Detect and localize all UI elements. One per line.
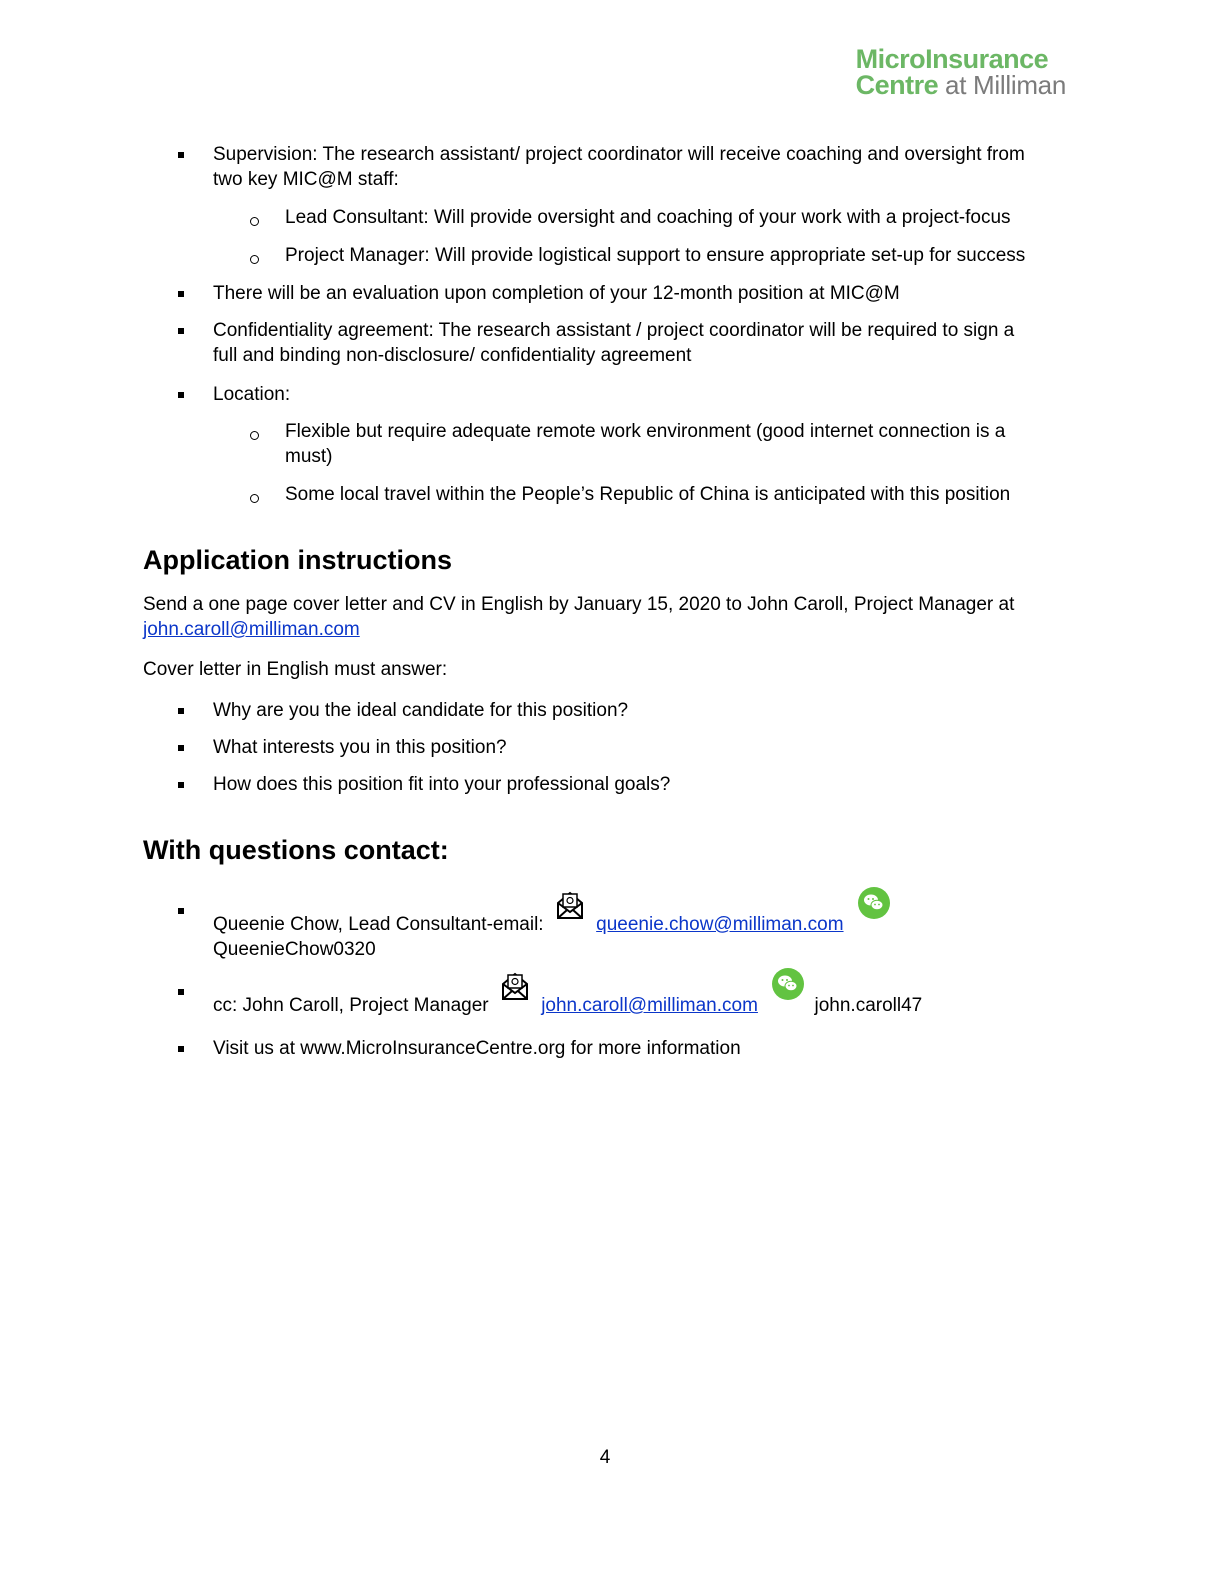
send-instructions: Send a one page cover letter and CV in English by January 15, 2020 to John Caroll, Project Manager at john.caroll@milliman.com: [143, 594, 1015, 640]
visit-website: Visit us at www.MicroInsuranceCentre.org for more information: [213, 1036, 1073, 1061]
question-item: Why are you the ideal candidate for this position?: [213, 698, 1073, 723]
contact-queenie: Queenie Chow, Lead Consultant-email: queenie.chow@milliman.com QueenieChow0320: [213, 898, 1073, 962]
cover-letter-intro: Cover letter in English must answer:: [143, 659, 448, 680]
sub-bullet-travel: Some local travel within the People’s Republic of China is anticipated with this position: [285, 482, 1075, 507]
square-bullet-icon: [178, 745, 184, 751]
heading-contact: With questions contact:: [143, 835, 449, 865]
square-bullet-icon: [178, 708, 184, 714]
bullet-evaluation: There will be an evaluation upon completion of your 12-month position at MIC@M: [213, 281, 1073, 306]
square-bullet-icon: [178, 782, 184, 788]
email-envelope-icon: [500, 971, 530, 1001]
email-link-john-caroll[interactable]: john.caroll@milliman.com: [541, 995, 758, 1016]
circle-bullet-icon: [250, 250, 259, 268]
logo-line1: MicroInsurance: [855, 44, 1049, 74]
sub-bullet-project-manager: Project Manager: Will provide logistical support to ensure appropriate set-up for success: [285, 243, 1075, 268]
page-number: 4: [599, 1447, 611, 1468]
circle-bullet-icon: [250, 426, 259, 444]
circle-bullet-icon: [250, 212, 259, 230]
sub-bullet-remote: Flexible but require adequate remote work environment (good internet connection is a must): [285, 419, 1075, 469]
sub-bullet-lead-consultant: Lead Consultant: Will provide oversight and coaching of your work with a project-focus: [285, 205, 1075, 230]
wechat-icon: [857, 886, 891, 920]
square-bullet-icon: [178, 291, 184, 297]
square-bullet-icon: [178, 152, 184, 158]
bullet-confidentiality: Confidentiality agreement: The research assistant / project coordinator will be required to sign a full and binding non-disclosure/ confidentiality agreement: [213, 318, 1073, 368]
square-bullet-icon: [178, 989, 184, 995]
logo-line2: Centre at Milliman: [855, 70, 1066, 100]
wechat-icon: [771, 967, 805, 1001]
contact-john: cc: John Caroll, Project Manager john.caroll@milliman.com john.caroll47: [213, 979, 1073, 1018]
square-bullet-icon: [178, 1046, 184, 1052]
bullet-supervision: Supervision: The research assistant/ project coordinator will receive coaching and oversight from two key MIC@M staff:: [213, 142, 1073, 192]
email-link-john-caroll[interactable]: john.caroll@milliman.com: [143, 619, 360, 640]
email-link-queenie-chow[interactable]: queenie.chow@milliman.com: [596, 914, 844, 935]
square-bullet-icon: [178, 392, 184, 398]
microinsurance-centre-logo: [856, 46, 1066, 103]
question-item: What interests you in this position?: [213, 735, 1073, 760]
bullet-location: Location:: [213, 382, 1073, 407]
question-item: How does this position fit into your professional goals?: [213, 772, 1073, 797]
circle-bullet-icon: [250, 489, 259, 507]
square-bullet-icon: [178, 328, 184, 334]
email-envelope-icon: [555, 890, 585, 920]
heading-application-instructions: Application instructions: [143, 545, 453, 575]
square-bullet-icon: [178, 908, 184, 914]
